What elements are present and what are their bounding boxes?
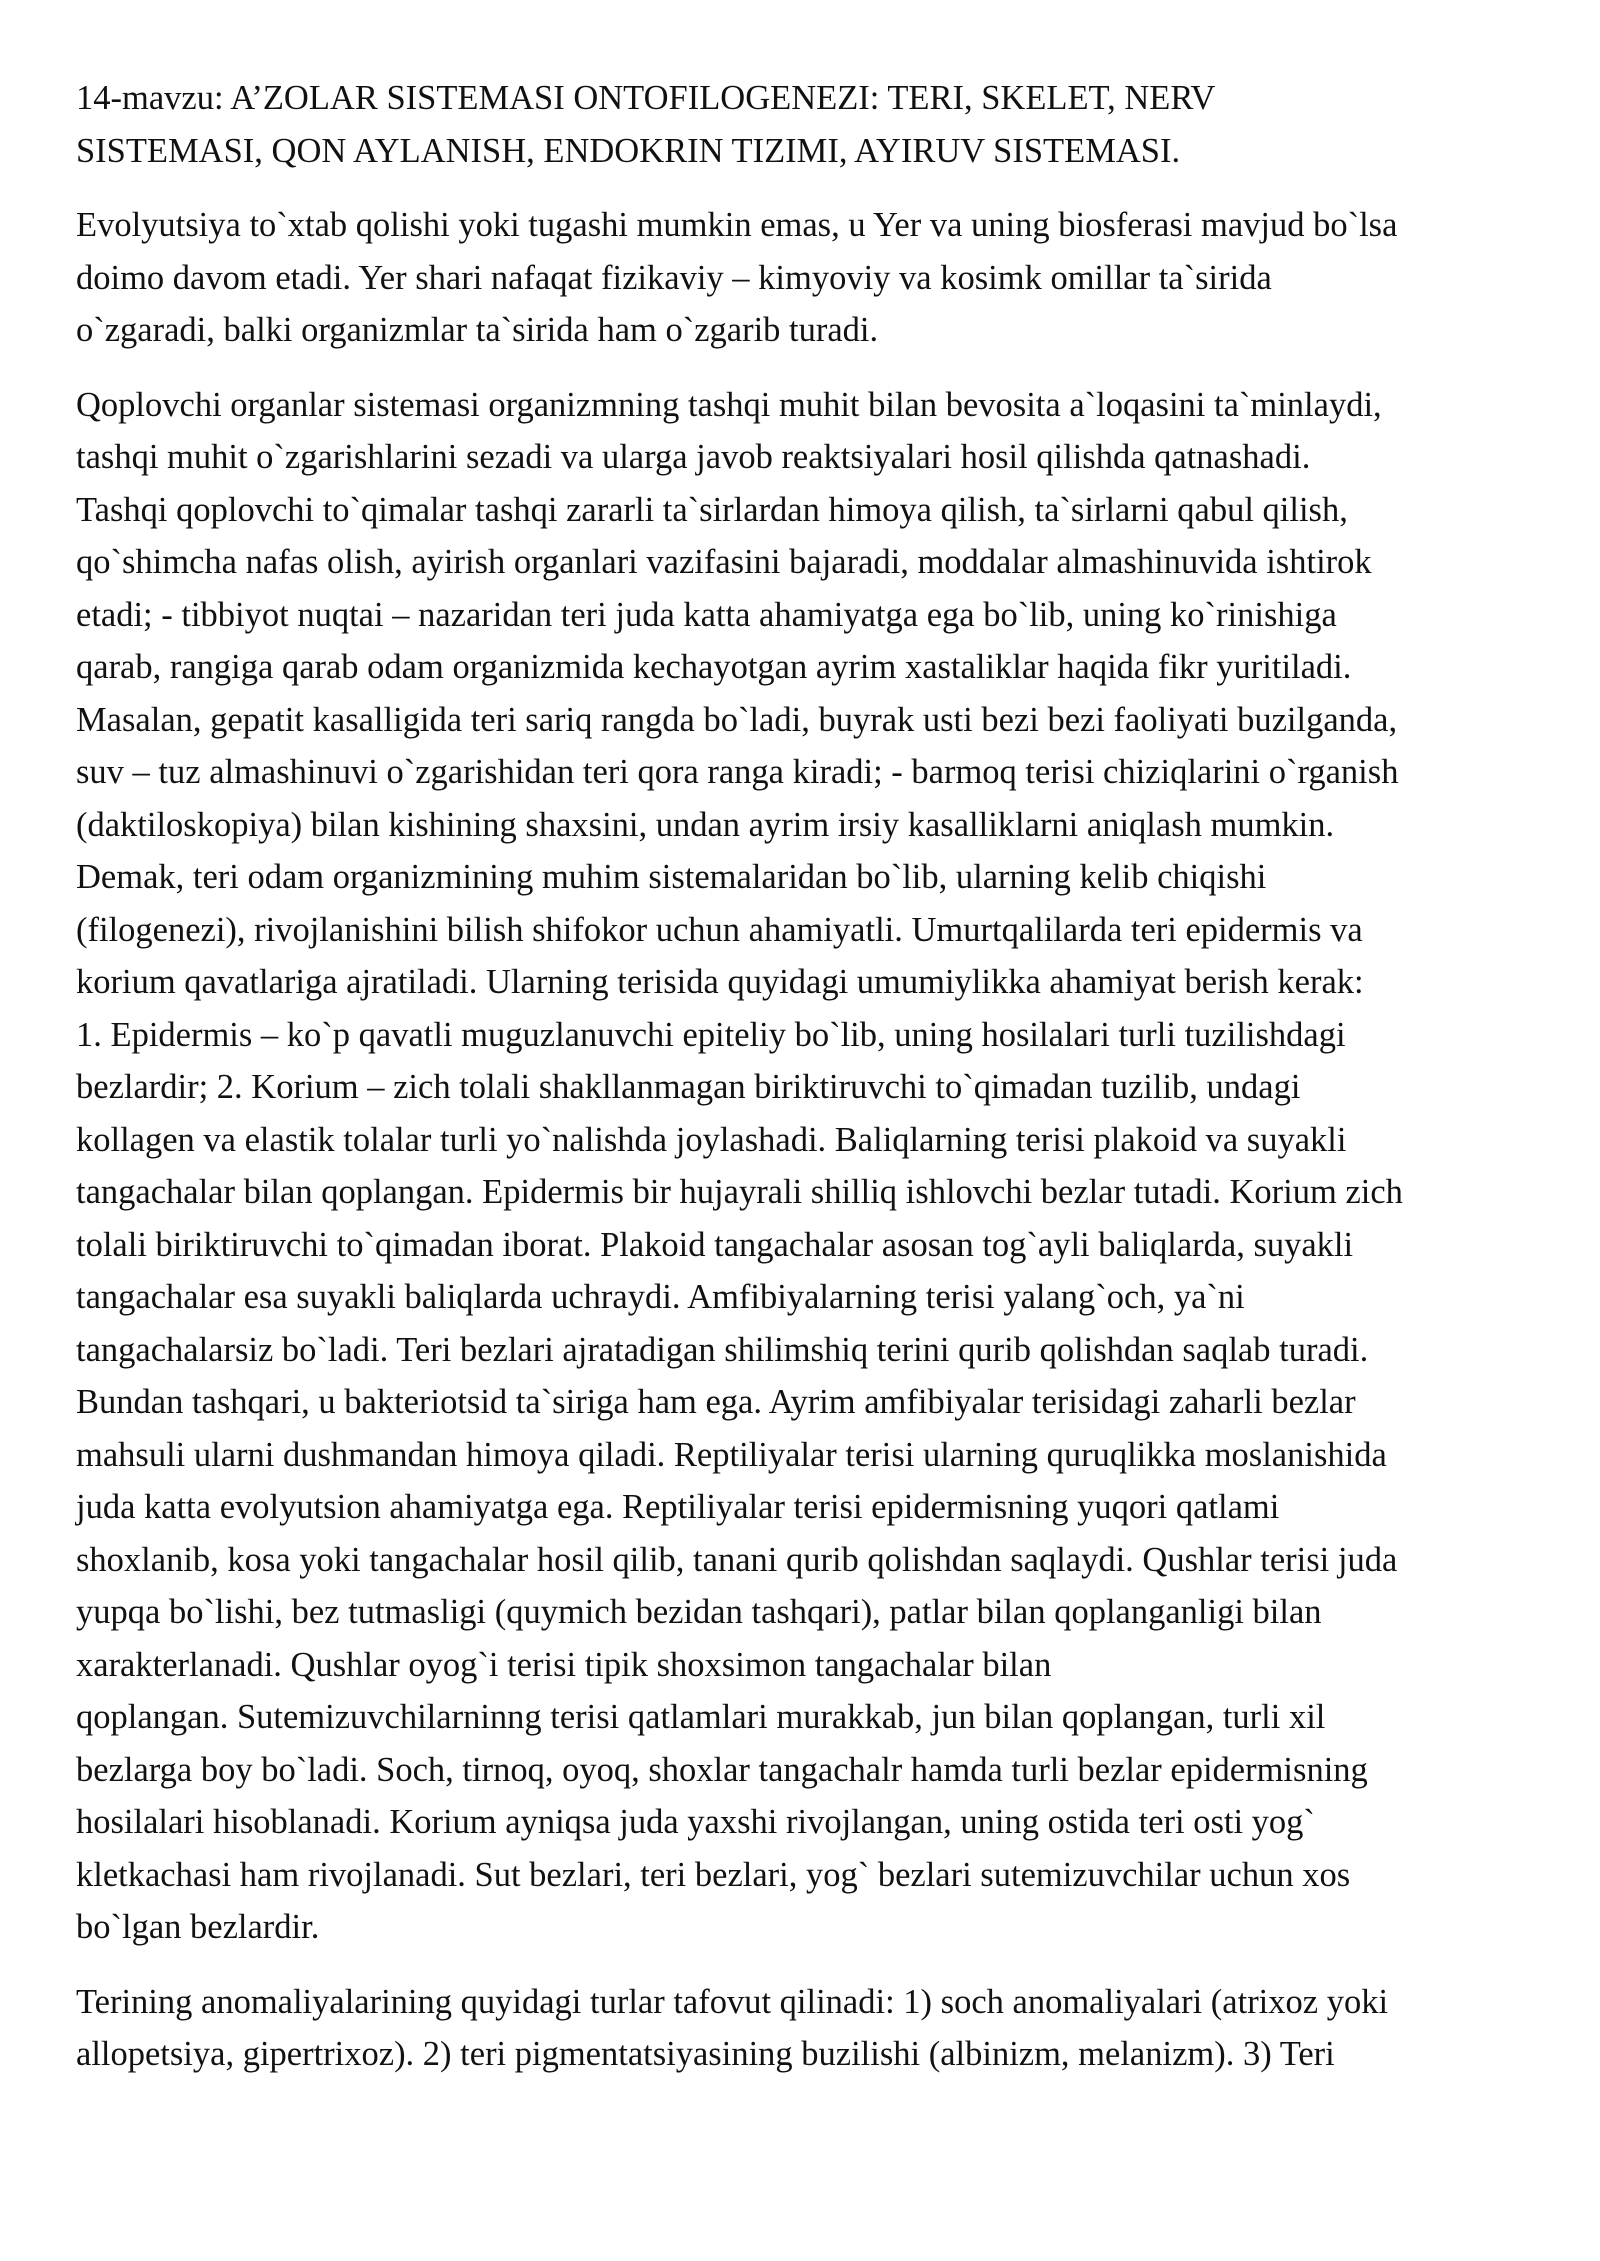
paragraph-line: hosilalari hisoblanadi. Korium ayniqsa juda yaxshi rivojlangan, uning ostida teri osti yog` [76,1803,1315,1841]
paragraph-line: kletkachasi ham rivojlanadi. Sut bezlari, teri bezlari, yog` bezlari sutemizuvchilar uchun xos [76,1855,1351,1894]
document-title [76,72,1536,177]
paragraph-line: qoplangan. Sutemizuvchilarninng terisi qatlamlari murakkab, jun bilan qoplangan, turli xil [76,1698,1326,1736]
paragraph-line: allopetsiya, gipertrixoz). 2) teri pigmentatsiyasining buzilishi (albinizm, melanizm). 3) Teri [76,2035,1335,2073]
paragraph-1 [76,199,1536,357]
paragraph-line: bezlarga boy bo`ladi. Soch, tirnoq, oyoq, shoxlar tangachalr hamda turli bezlar epidermisning [76,1750,1368,1789]
paragraph-line: qarab, rangiga qarab odam organizmida kechayotgan ayrim xastaliklar haqida fikr yuritiladi. [76,648,1352,686]
paragraph-2 [76,379,1536,1954]
paragraph-line: o`zgaradi, balki organizmlar ta`sirida ham o`zgarib turadi. [76,311,879,349]
paragraph-line: kollagen va elastik tolalar turli yo`nalishda joylashadi. Baliqlarning terisi plakoid va suyakli [76,1120,1347,1159]
paragraph-line: Tashqi qoplovchi to`qimalar tashqi zararli ta`sirlardan himoya qilish, ta`sirlarni qabul qilish, [76,490,1348,529]
paragraph-line: doimo davom etadi. Yer shari nafaqat fizikaviy – kimyoviy va kosimk omillar ta`sirida [76,258,1272,297]
paragraph-3 [76,1976,1536,2081]
paragraph-line: Evolyutsiya to`xtab qolishi yoki tugashi mumkin emas, u Yer va uning biosferasi mavjud bo`lsa [76,206,1398,244]
paragraph-line: bezlardir; 2. Korium – zich tolali shakllanmagan biriktiruvchi to`qimadan tuzilib, undagi [76,1068,1301,1106]
paragraph-line: bo`lgan bezlardir. [76,1908,320,1946]
title-line: 14-mavzu: A’ZOLAR SISTEMASI ONTOFILOGENEZI: TERI, SKELET, NERV [76,79,1216,117]
paragraph-line: tolali biriktiruvchi to`qimadan iborat. Plakoid tangachalar asosan tog`ayli baliqlarda, suyakli [76,1225,1354,1264]
paragraph-line: shoxlanib, kosa yoki tangachalar hosil qilib, tanani qurib qolishdan saqlaydi. Qushlar terisi juda [76,1540,1398,1579]
paragraph-line: tangachalar bilan qoplangan. Epidermis bir hujayrali shilliq ishlovchi bezlar tutadi. Korium zich [76,1173,1403,1211]
paragraph-line: yupqa bo`lishi, bez tutmasligi (quymich bezidan tashqari), patlar bilan qoplanganligi bilan [76,1593,1322,1631]
paragraph-line: etadi; - tibbiyot nuqtai – nazaridan teri juda katta ahamiyatga ega bo`lib, uning ko`rinishiga [76,595,1337,634]
paragraph-line: tangachalar esa suyakli baliqlarda uchraydi. Amfibiyalarning terisi yalang`och, ya`ni [76,1278,1245,1316]
paragraph-line: mahsuli ularni dushmandan himoya qiladi. Reptiliyalar terisi ularning quruqlikka moslanishida [76,1435,1387,1474]
paragraph-line: Demak, teri odam organizmining muhim sistemalaridan bo`lib, ularning kelib chiqishi [76,858,1267,896]
paragraph-line: tangachalarsiz bo`ladi. Teri bezlari ajratadigan shilimshiq terini qurib qolishdan saqlab turadi. [76,1330,1369,1369]
paragraph-line: tashqi muhit o`zgarishlarini sezadi va ularga javob reaktsiyalari hosil qilishda qatnashadi. [76,438,1311,476]
paragraph-line: xarakterlanadi. Qushlar oyog`i terisi tipik shoxsimon tangachalar bilan [76,1645,1052,1684]
title-line: SISTEMASI, QON AYLANISH, ENDOKRIN TIZIMI, AYIRUV SISTEMASI. [76,131,1181,170]
paragraph-line: korium qavatlariga ajratiladi. Ularning terisida quyidagi umumiylikka ahamiyat berish kerak: [76,963,1364,1001]
paragraph-line: qo`shimcha nafas olish, ayirish organlari vazifasini bajaradi, moddalar almashinuvida ishtirok [76,543,1372,581]
document-page [76,72,1536,2103]
paragraph-line: Masalan, gepatit kasalligida teri sariq rangda bo`ladi, buyrak usti bezi bezi faoliyati buzilganda, [76,700,1398,739]
paragraph-line: suv – tuz almashinuvi o`zgarishidan teri qora ranga kiradi; - barmoq terisi chiziqlarini o`rganish [76,753,1399,791]
paragraph-line: Bundan tashqari, u bakteriotsid ta`siriga ham ega. Ayrim amfibiyalar terisidagi zaharli bezlar [76,1383,1356,1421]
paragraph-line: juda katta evolyutsion ahamiyatga ega. Reptiliyalar terisi epidermisning yuqori qatlami [76,1488,1280,1526]
paragraph-line: Terining anomaliyalarining quyidagi turlar tafovut qilinadi: 1) soch anomaliyalari (atrixoz yoki [76,1982,1389,2021]
paragraph-line: 1. Epidermis – ko`p qavatli muguzlanuvchi epiteliy bo`lib, uning hosilalari turli tuzilishdagi [76,1015,1346,1054]
paragraph-line: (filogenezi), rivojlanishini bilish shifokor uchun ahamiyatli. Umurtqalilarda teri epidermis va [76,910,1363,949]
paragraph-line: (daktiloskopiya) bilan kishining shaxsini, undan ayrim irsiy kasalliklarni aniqlash mumkin. [76,805,1335,844]
paragraph-line: Qoplovchi organlar sistemasi organizmning tashqi muhit bilan bevosita a`loqasini ta`minlaydi, [76,385,1382,424]
